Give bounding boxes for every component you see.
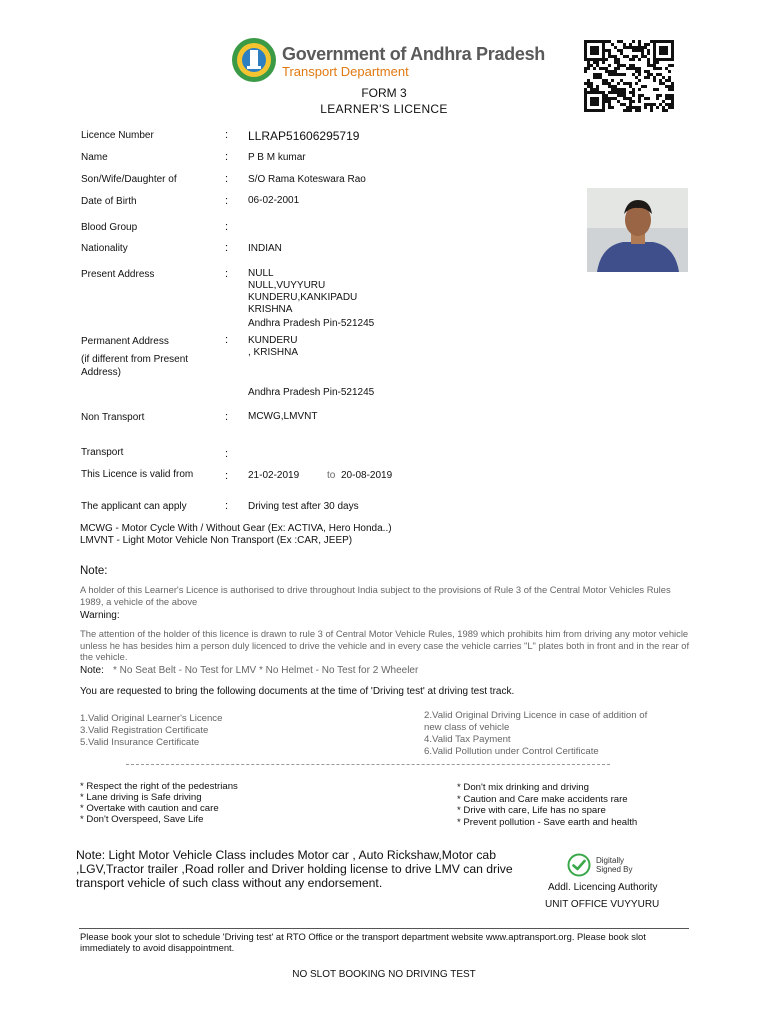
list-item: * Don't mix drinking and driving — [457, 782, 589, 793]
relation-label: Son/Wife/Daughter of — [81, 174, 177, 185]
colon: : — [225, 173, 229, 185]
list-item: * Don't Overspeed, Save Life — [80, 814, 204, 825]
documents-intro: You are requested to bring the following documents at the time of 'Driving test' at driving test track. — [80, 686, 515, 697]
tips-left-list — [80, 781, 238, 825]
colon: : — [225, 221, 229, 233]
licence-number-label: Licence Number — [81, 130, 154, 141]
list-item: 6.Valid Pollution under Control Certificate — [424, 746, 599, 757]
form-title: LEARNER'S LICENCE — [320, 102, 448, 116]
permanent-address-line: , KRISHNA — [248, 347, 299, 358]
nationality-value: INDIAN — [248, 243, 282, 254]
permanent-address-label: Permanent Address — [81, 336, 169, 347]
footer-divider — [79, 928, 689, 929]
address-line: Andhra Pradesh Pin-521245 — [248, 318, 375, 329]
colon: : — [225, 268, 229, 280]
list-item: 5.Valid Insurance Certificate — [80, 737, 200, 748]
office-name: UNIT OFFICE VUYYURU — [545, 899, 660, 910]
non-transport-value: MCWG,LMVNT — [248, 411, 318, 422]
colon: : — [225, 411, 229, 423]
tips-right-list — [457, 782, 637, 828]
warning-heading: Warning: — [80, 610, 120, 621]
present-address-label: Present Address — [81, 269, 155, 280]
list-item: 3.Valid Registration Certificate — [80, 725, 209, 736]
address-line: NULL — [248, 268, 274, 279]
name-label: Name — [81, 152, 108, 163]
licence-number-value: LLRAP51606295719 — [248, 129, 360, 143]
colon: : — [225, 500, 229, 512]
digital-signature — [596, 856, 632, 874]
colon: : — [225, 242, 229, 254]
list-item: 4.Valid Tax Payment — [424, 734, 511, 745]
blood-group-label: Blood Group — [81, 222, 138, 233]
header-subtitle: Transport Department — [282, 64, 409, 79]
list-item: * Overtake with caution and care — [80, 803, 219, 814]
list-item: 1.Valid Original Learner's Licence — [80, 713, 223, 724]
final-notice: NO SLOT BOOKING NO DRIVING TEST — [292, 969, 476, 980]
form-number: FORM 3 — [361, 86, 407, 100]
documents-right-list — [424, 710, 647, 758]
dob-label: Date of Birth — [81, 196, 137, 207]
dob-value: 06-02-2001 — [248, 195, 300, 206]
lmv-note: Note: Light Motor Vehicle Class includes Motor car , Auto Rickshaw,Motor cab ,LGV,Tractor trailer ,Road roller and Driver holding license to drive LMV can drive transport vehicle of such class without any endorsement. — [76, 848, 513, 890]
list-item: 2.Valid Original Driving Licence in case of addition of — [424, 710, 648, 721]
state-emblem-icon — [230, 36, 278, 84]
list-item: * Prevent pollution - Save earth and health — [457, 816, 638, 828]
colon: : — [225, 334, 229, 346]
address-line: NULL,VUYYURU — [248, 280, 326, 291]
list-item: * Lane driving is Safe driving — [80, 792, 202, 803]
header-title: Government of Andhra Pradesh — [282, 44, 545, 64]
relation-value: S/O Rama Koteswara Rao — [248, 174, 366, 185]
transport-label: Transport — [81, 447, 124, 458]
applicant-photo — [587, 188, 688, 272]
name-value: P B M kumar — [248, 152, 306, 163]
non-transport-label: Non Transport — [81, 412, 145, 423]
class-definition: MCWG - Motor Cycle With / Without Gear (Ex: ACTIVA, Hero Honda..) — [80, 523, 392, 534]
class-definition: LMVNT - Light Motor Vehicle Non Transport (Ex :CAR, JEEP) — [80, 535, 353, 546]
valid-to-value: 20-08-2019 — [341, 470, 393, 481]
permanent-address-line: KUNDERU — [248, 335, 298, 346]
colon: : — [225, 129, 229, 141]
divider — [126, 764, 610, 765]
qr-code-icon — [584, 40, 674, 112]
documents-left-list — [80, 713, 222, 749]
nationality-label: Nationality — [81, 243, 128, 254]
colon: : — [225, 448, 229, 460]
colon: : — [225, 195, 229, 207]
apply-value: Driving test after 30 days — [248, 501, 359, 512]
list-item: * Caution and Care make accidents rare — [457, 793, 628, 805]
address-line: KRISHNA — [248, 304, 293, 315]
address-line: KUNDERU,KANKIPADU — [248, 292, 358, 303]
permanent-address-sublabel: (if different from Present Address) — [81, 354, 189, 378]
note2-label: Note: — [80, 665, 104, 676]
warning-text: The attention of the holder of this licence is drawn to rule 3 of Central Motor Vehicle Rules, 1989 which prohibits him from driving any motor vehicle unless he has besides him a person duly licenced to drive the vehicle and in every case the vehicle carries "L" plates both in front and in the rear of the vehicle. — [80, 628, 690, 662]
digitally-label: Digitally — [596, 856, 625, 865]
apply-label: The applicant can apply — [81, 501, 187, 512]
check-circle-icon — [567, 853, 591, 877]
list-item: * Drive with care, Life has no spare — [457, 805, 606, 816]
valid-from-value: 21-02-2019 — [248, 470, 300, 481]
footer-text: Please book your slot to schedule 'Driving test' at RTO Office or the transport department website www.aptransport.org. Please book slot immediately to avoid disappointment. — [80, 931, 646, 953]
list-item: * Respect the right of the pedestrians — [80, 781, 238, 792]
note-heading: Note: — [80, 565, 108, 577]
list-item: new class of vehicle — [424, 722, 510, 733]
validity-label: This Licence is valid from — [81, 469, 194, 480]
note-text: A holder of this Learner's Licence is authorised to drive throughout India subject to the provisions of Rule 3 of the Central Motor Vehicles Rules 1989, a vehicle of the above — [80, 584, 671, 607]
to-word: to — [327, 470, 336, 481]
colon: : — [225, 151, 229, 163]
present-address-value — [248, 268, 374, 330]
permanent-address-line: Andhra Pradesh Pin-521245 — [248, 387, 375, 398]
signed-by-label: Signed By — [596, 865, 633, 874]
colon: : — [225, 470, 229, 482]
note2-text: * No Seat Belt - No Test for LMV * No Helmet - No Test for 2 Wheeler — [113, 665, 419, 676]
authority-title: Addl. Licencing Authority — [548, 882, 658, 893]
